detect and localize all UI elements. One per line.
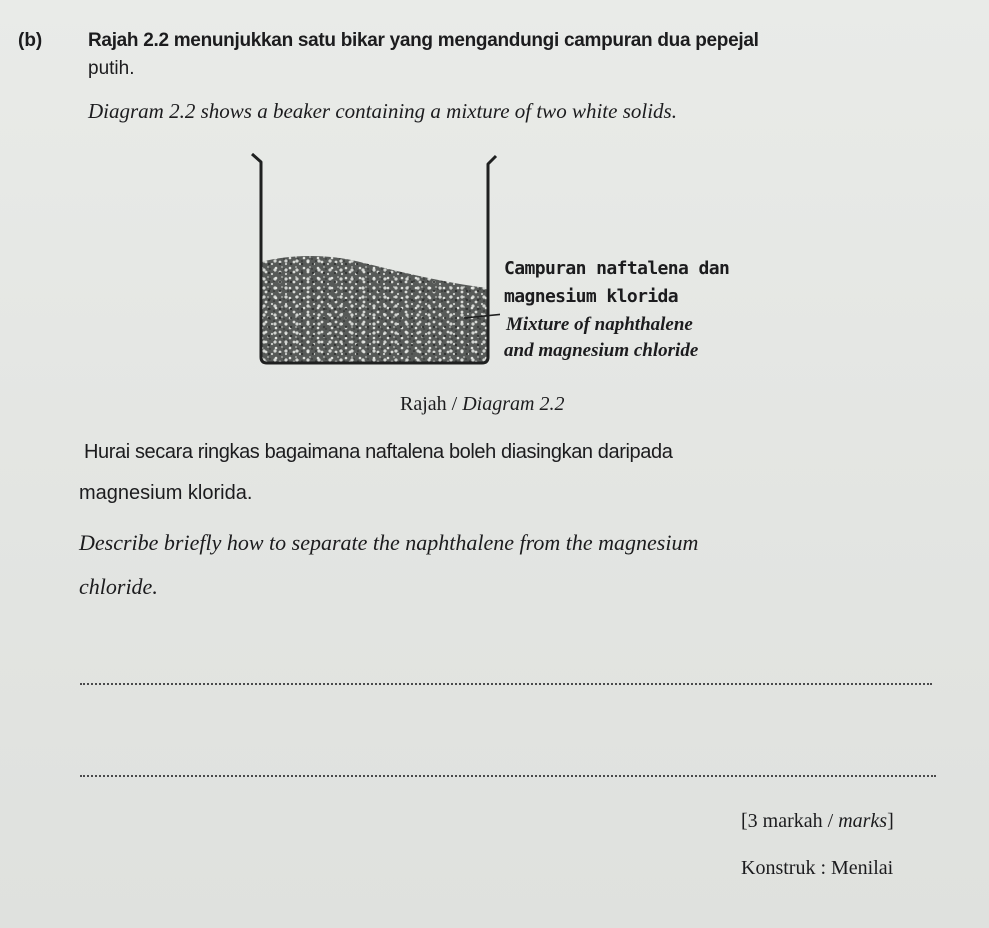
task-english-line2: chloride. bbox=[79, 574, 158, 599]
part-label: (b) bbox=[18, 30, 43, 51]
intro-english: Diagram 2.2 shows a beaker containing a mixture of two white solids. bbox=[88, 99, 677, 123]
label-english-line1: Mixture of naphthalene bbox=[506, 314, 693, 335]
beaker-diagram bbox=[250, 150, 500, 370]
label-english-line2: and magnesium chloride bbox=[504, 340, 699, 361]
diagram-caption bbox=[400, 393, 564, 416]
task-english-line1: Describe briefly how to separate the naphthalene from the magnesium bbox=[79, 530, 699, 555]
marks-word: marks bbox=[838, 810, 888, 832]
task-malay-line2: magnesium klorida. bbox=[79, 482, 253, 504]
intro-malay-line1: Rajah 2.2 menunjukkan satu bikar yang mengandungi campuran dua pepejal bbox=[88, 30, 759, 51]
marks-close: ] bbox=[887, 810, 894, 832]
marks-open: [3 markah / bbox=[741, 810, 839, 832]
construct-label: Konstruk : Menilai bbox=[741, 857, 894, 879]
intro-malay-line2: putih. bbox=[88, 58, 135, 79]
caption-malay: Rajah / bbox=[400, 393, 458, 415]
answer-line-2[interactable] bbox=[80, 775, 936, 777]
task-malay-line1: Hurai secara ringkas bagaimana naftalena boleh diasingkan daripada bbox=[84, 441, 673, 463]
label-malay-line1: Campuran naftalena dan bbox=[504, 258, 730, 279]
marks-label bbox=[741, 810, 894, 833]
caption-english: Diagram 2.2 bbox=[462, 393, 565, 415]
label-malay-line2: magnesium klorida bbox=[504, 286, 679, 307]
answer-line-1[interactable] bbox=[80, 683, 932, 685]
